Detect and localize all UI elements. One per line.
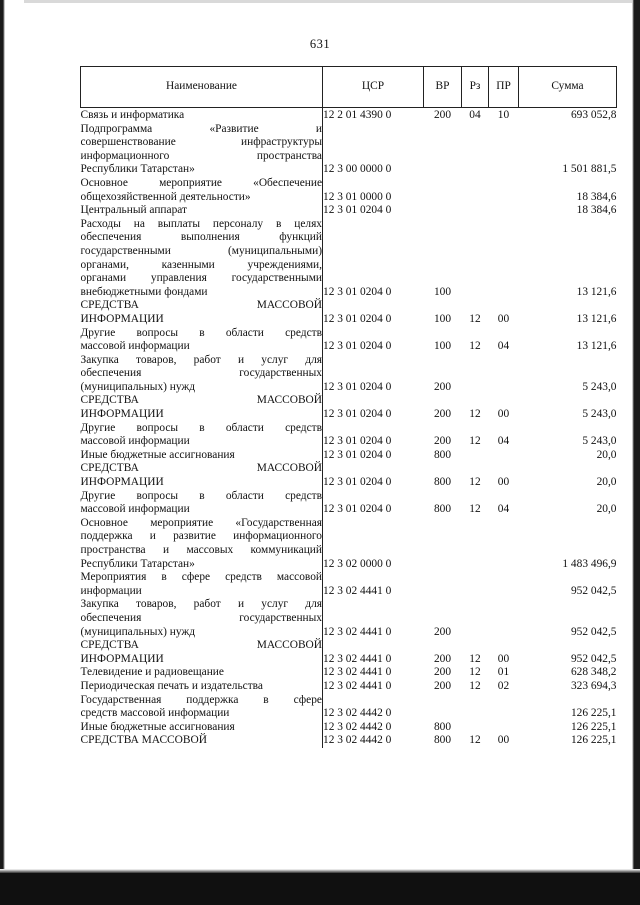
row-pr-code — [489, 721, 519, 735]
budget-table — [80, 66, 617, 748]
table-row — [81, 734, 617, 748]
row-name-line: совершенствование инфраструктуры — [80, 136, 322, 149]
row-pr-code — [489, 598, 519, 639]
row-name-line: Республики Татарстан» — [80, 557, 195, 570]
row-name-line: (муниципальных) нужд — [80, 380, 196, 393]
row-name-line: Закупка товаров, работ и услуг для — [80, 598, 322, 611]
row-name-line: информации — [80, 584, 142, 597]
row-vr-code — [424, 177, 462, 204]
column-header-sum: Сумма — [519, 67, 617, 108]
row-sum: 20,0 — [596, 476, 617, 489]
row-csr-code: 12 3 01 0204 0 — [323, 204, 424, 218]
row-pr-code — [489, 694, 519, 721]
row-name — [81, 327, 323, 354]
row-pr-code — [489, 517, 519, 571]
row-rz-code — [462, 218, 489, 300]
row-vr-code: 800 — [433, 720, 452, 733]
row-name — [81, 204, 323, 218]
row-rz-code — [462, 204, 489, 218]
row-name-line: Иные бюджетные ассигнования — [80, 448, 235, 461]
row-name-line: государственными (муниципальными) — [80, 244, 322, 257]
table-header — [81, 67, 617, 108]
row-name-line: ИНФОРМАЦИИ — [80, 408, 164, 421]
row-sum: 693 052,8 — [570, 109, 617, 121]
row-pr-code — [489, 204, 519, 218]
row-rz-code: 04 — [469, 109, 481, 121]
row-vr-code: 200 — [433, 666, 452, 679]
row-rz-code — [462, 517, 489, 571]
row-name-line: Связь и информатика — [80, 109, 185, 121]
row-vr-code: 200 — [433, 109, 452, 121]
row-name-line: СРЕДСТВА МАССОВОЙ — [80, 394, 322, 407]
row-csr-code: 12 3 01 0000 0 — [323, 177, 424, 204]
row-csr-code: 12 3 01 0204 0 — [323, 299, 424, 326]
row-name-line: внебюджетными фондами — [80, 285, 208, 298]
row-vr-code: 200 — [433, 380, 452, 393]
row-name — [81, 299, 323, 326]
row-sum: 5 243,0 — [582, 435, 617, 448]
row-sum: 126 225,1 — [570, 707, 617, 720]
row-rz-code — [462, 721, 489, 735]
row-name — [81, 354, 323, 395]
row-name-line: общехозяйственной деятельности» — [80, 190, 251, 203]
row-vr-code: 200 — [433, 652, 452, 665]
row-csr-code: 12 3 01 0204 0 — [323, 449, 424, 463]
table-row — [81, 422, 617, 449]
row-name-line: СРЕДСТВА МАССОВОЙ — [80, 299, 322, 312]
row-name-line: Периодическая печать и издательства — [80, 679, 263, 692]
row-name — [81, 571, 323, 598]
row-vr-code: 200 — [433, 679, 452, 692]
row-vr-code: 800 — [433, 734, 452, 747]
row-name-line: Основное мероприятие «Обеспечение — [80, 176, 322, 189]
row-csr-code: 12 3 01 0204 0 — [323, 354, 424, 395]
row-rz-code: 12 — [469, 312, 481, 325]
row-name-line: поддержка и развитие информационного — [80, 530, 322, 543]
row-csr-code: 12 3 01 0204 0 — [323, 218, 424, 300]
table-row — [81, 123, 617, 177]
row-name-line: Республики Татарстан» — [80, 163, 195, 176]
table-row — [81, 204, 617, 218]
row-pr-code — [489, 177, 519, 204]
row-name — [81, 490, 323, 517]
row-vr-code: 200 — [433, 625, 452, 638]
column-header-name: Наименование — [81, 67, 323, 108]
row-rz-code — [462, 571, 489, 598]
row-csr-code: 12 3 02 4441 0 — [323, 639, 424, 666]
row-name — [81, 734, 323, 748]
row-vr-code: 800 — [433, 503, 452, 516]
row-name — [81, 394, 323, 421]
row-name-line: Другие вопросы в области средств — [80, 489, 322, 502]
row-name-line: Другие вопросы в области средств — [80, 326, 322, 339]
row-name — [81, 694, 323, 721]
row-rz-code — [462, 354, 489, 395]
row-name-line: Иные бюджетные ассигнования — [80, 720, 235, 733]
row-csr-code: 12 3 02 4441 0 — [323, 666, 424, 680]
row-name-line: ИНФОРМАЦИИ — [80, 652, 164, 665]
table-row — [81, 639, 617, 666]
row-csr-code: 12 3 02 4441 0 — [323, 598, 424, 639]
table-row — [81, 571, 617, 598]
row-name-line: Расходы на выплаты персоналу в целях — [80, 217, 322, 230]
row-rz-code: 12 — [469, 408, 481, 421]
row-vr-code: 800 — [433, 448, 452, 461]
row-name — [81, 108, 323, 123]
row-name — [81, 680, 323, 694]
row-name-line: Основное мероприятие «Государственная — [80, 516, 322, 529]
row-csr-code: 12 3 02 4441 0 — [323, 680, 424, 694]
row-rz-code — [462, 123, 489, 177]
column-header-rz: Рз — [462, 67, 489, 108]
row-pr-code: 01 — [497, 666, 510, 679]
row-sum: 1 483 496,9 — [562, 557, 617, 570]
row-rz-code — [462, 598, 489, 639]
row-rz-code: 12 — [469, 679, 481, 692]
row-sum: 18 384,6 — [576, 204, 617, 217]
row-name — [81, 422, 323, 449]
row-pr-code: 10 — [497, 109, 510, 121]
row-name — [81, 218, 323, 300]
row-name — [81, 666, 323, 680]
row-sum: 952 042,5 — [570, 625, 617, 638]
row-rz-code — [462, 694, 489, 721]
table-row — [81, 177, 617, 204]
table-row — [81, 694, 617, 721]
row-sum: 13 121,6 — [576, 312, 617, 325]
table-body — [81, 108, 617, 748]
row-vr-code: 100 — [433, 285, 452, 298]
table-row — [81, 598, 617, 639]
row-vr-code — [424, 694, 462, 721]
row-name — [81, 462, 323, 489]
row-name-line: органами управления государственными — [80, 272, 322, 285]
row-pr-code: 04 — [497, 503, 510, 516]
row-rz-code: 12 — [469, 503, 481, 516]
row-csr-code: 12 3 02 4442 0 — [323, 734, 424, 748]
row-rz-code — [462, 449, 489, 463]
table-row — [81, 721, 617, 735]
row-name — [81, 639, 323, 666]
scan-edge-right — [632, 0, 640, 905]
row-vr-code: 200 — [433, 408, 452, 421]
row-name-line: (муниципальных) нужд — [80, 625, 196, 638]
row-sum: 126 225,1 — [570, 720, 617, 733]
row-pr-code: 00 — [497, 734, 510, 747]
row-name-line: Телевидение и радиовещание — [80, 666, 224, 679]
row-pr-code — [489, 218, 519, 300]
row-rz-code: 12 — [469, 734, 481, 747]
row-sum: 20,0 — [596, 503, 617, 516]
row-rz-code: 12 — [469, 476, 481, 489]
table-row — [81, 108, 617, 123]
row-pr-code — [489, 123, 519, 177]
row-pr-code: 00 — [497, 476, 510, 489]
row-name — [81, 517, 323, 571]
row-name-line: Государственная поддержка в сфере — [80, 693, 322, 706]
scan-edge-top — [0, 0, 640, 3]
row-vr-code: 200 — [433, 435, 452, 448]
column-header-pr: ПР — [489, 67, 519, 108]
table-row — [81, 462, 617, 489]
row-pr-code: 02 — [497, 679, 510, 692]
row-pr-code: 00 — [497, 312, 510, 325]
row-rz-code: 12 — [469, 666, 481, 679]
row-name-line: средств массовой информации — [80, 707, 230, 720]
row-name-line: обеспечения выполнения функций — [80, 231, 322, 244]
row-name — [81, 123, 323, 177]
row-vr-code — [424, 123, 462, 177]
row-name — [81, 721, 323, 735]
row-vr-code — [424, 517, 462, 571]
page-number: 631 — [309, 37, 331, 51]
row-vr-code — [424, 571, 462, 598]
row-pr-code — [489, 449, 519, 463]
row-name-line: обеспечения государственных — [80, 367, 322, 380]
row-pr-code: 00 — [497, 408, 510, 421]
row-rz-code: 12 — [469, 435, 481, 448]
row-sum: 13 121,6 — [576, 285, 617, 298]
row-name-line: ИНФОРМАЦИИ — [80, 312, 164, 325]
row-sum: 323 694,3 — [570, 679, 617, 692]
row-name — [81, 598, 323, 639]
row-sum: 1 501 881,5 — [562, 163, 617, 176]
row-name-line: массовой информации — [80, 503, 190, 516]
table-row — [81, 666, 617, 680]
row-sum: 13 121,6 — [576, 340, 617, 353]
row-vr-code: 800 — [433, 476, 452, 489]
row-sum: 20,0 — [596, 448, 617, 461]
row-pr-code: 00 — [497, 652, 510, 665]
row-csr-code: 12 3 00 0000 0 — [323, 123, 424, 177]
row-sum: 5 243,0 — [582, 380, 617, 393]
row-name-line: СРЕДСТВА МАССОВОЙ — [80, 462, 322, 475]
row-csr-code: 12 3 02 4441 0 — [323, 571, 424, 598]
table-row — [81, 517, 617, 571]
row-name-line: массовой информации — [80, 435, 190, 448]
row-name-line: органами, казенными учреждениями, — [80, 258, 322, 271]
row-csr-code: 12 3 02 4442 0 — [323, 694, 424, 721]
row-sum: 952 042,5 — [570, 584, 617, 597]
row-csr-code: 12 3 01 0204 0 — [323, 462, 424, 489]
column-header-vr: ВР — [424, 67, 462, 108]
row-name — [81, 177, 323, 204]
row-csr-code: 12 3 01 0204 0 — [323, 422, 424, 449]
table-row — [81, 490, 617, 517]
column-header-csr: ЦСР — [323, 67, 424, 108]
table-row — [81, 394, 617, 421]
row-csr-code: 12 3 02 4442 0 — [323, 721, 424, 735]
row-vr-code — [424, 204, 462, 218]
table-row — [81, 449, 617, 463]
row-pr-code: 04 — [497, 435, 510, 448]
row-sum: 628 348,2 — [570, 666, 617, 679]
row-pr-code: 04 — [497, 340, 510, 353]
row-name-line: ИНФОРМАЦИИ — [80, 476, 164, 489]
row-rz-code — [462, 177, 489, 204]
row-pr-code — [489, 571, 519, 598]
row-csr-code: 12 2 01 4390 0 — [323, 108, 424, 123]
row-name-line: Закупка товаров, работ и услуг для — [80, 353, 322, 366]
table-row — [81, 327, 617, 354]
row-rz-code: 12 — [469, 652, 481, 665]
row-name-line: СРЕДСТВА МАССОВОЙ — [80, 734, 207, 747]
row-name-line: Центральный аппарат — [80, 204, 188, 217]
row-name-line: информационного пространства — [80, 149, 322, 162]
row-sum: 952 042,5 — [570, 652, 617, 665]
row-rz-code: 12 — [469, 340, 481, 353]
row-name-line: Другие вопросы в области средств — [80, 421, 322, 434]
row-name-line: Мероприятия в сфере средств массовой — [80, 571, 322, 584]
row-name — [81, 449, 323, 463]
row-csr-code: 12 3 01 0204 0 — [323, 327, 424, 354]
row-name-line: СРЕДСТВА МАССОВОЙ — [80, 639, 322, 652]
row-name-line: Подпрограмма «Развитие и — [80, 122, 322, 135]
row-name-line: массовой информации — [80, 340, 190, 353]
table-row — [81, 218, 617, 300]
row-sum: 18 384,6 — [576, 190, 617, 203]
row-csr-code: 12 3 01 0204 0 — [323, 490, 424, 517]
table-row — [81, 680, 617, 694]
row-name-line: пространства и массовых коммуникаций — [80, 544, 322, 556]
row-vr-code: 100 — [433, 312, 452, 325]
scan-edge-bottom — [0, 873, 640, 905]
row-name-line: обеспечения государственных — [80, 611, 322, 624]
scan-edge-left — [0, 0, 24, 905]
table-row — [81, 299, 617, 326]
row-vr-code: 100 — [433, 340, 452, 353]
row-csr-code: 12 3 01 0204 0 — [323, 394, 424, 421]
row-pr-code — [489, 354, 519, 395]
row-csr-code: 12 3 02 0000 0 — [323, 517, 424, 571]
table-row — [81, 354, 617, 395]
row-sum: 126 225,1 — [570, 734, 617, 747]
row-sum: 5 243,0 — [582, 408, 617, 421]
